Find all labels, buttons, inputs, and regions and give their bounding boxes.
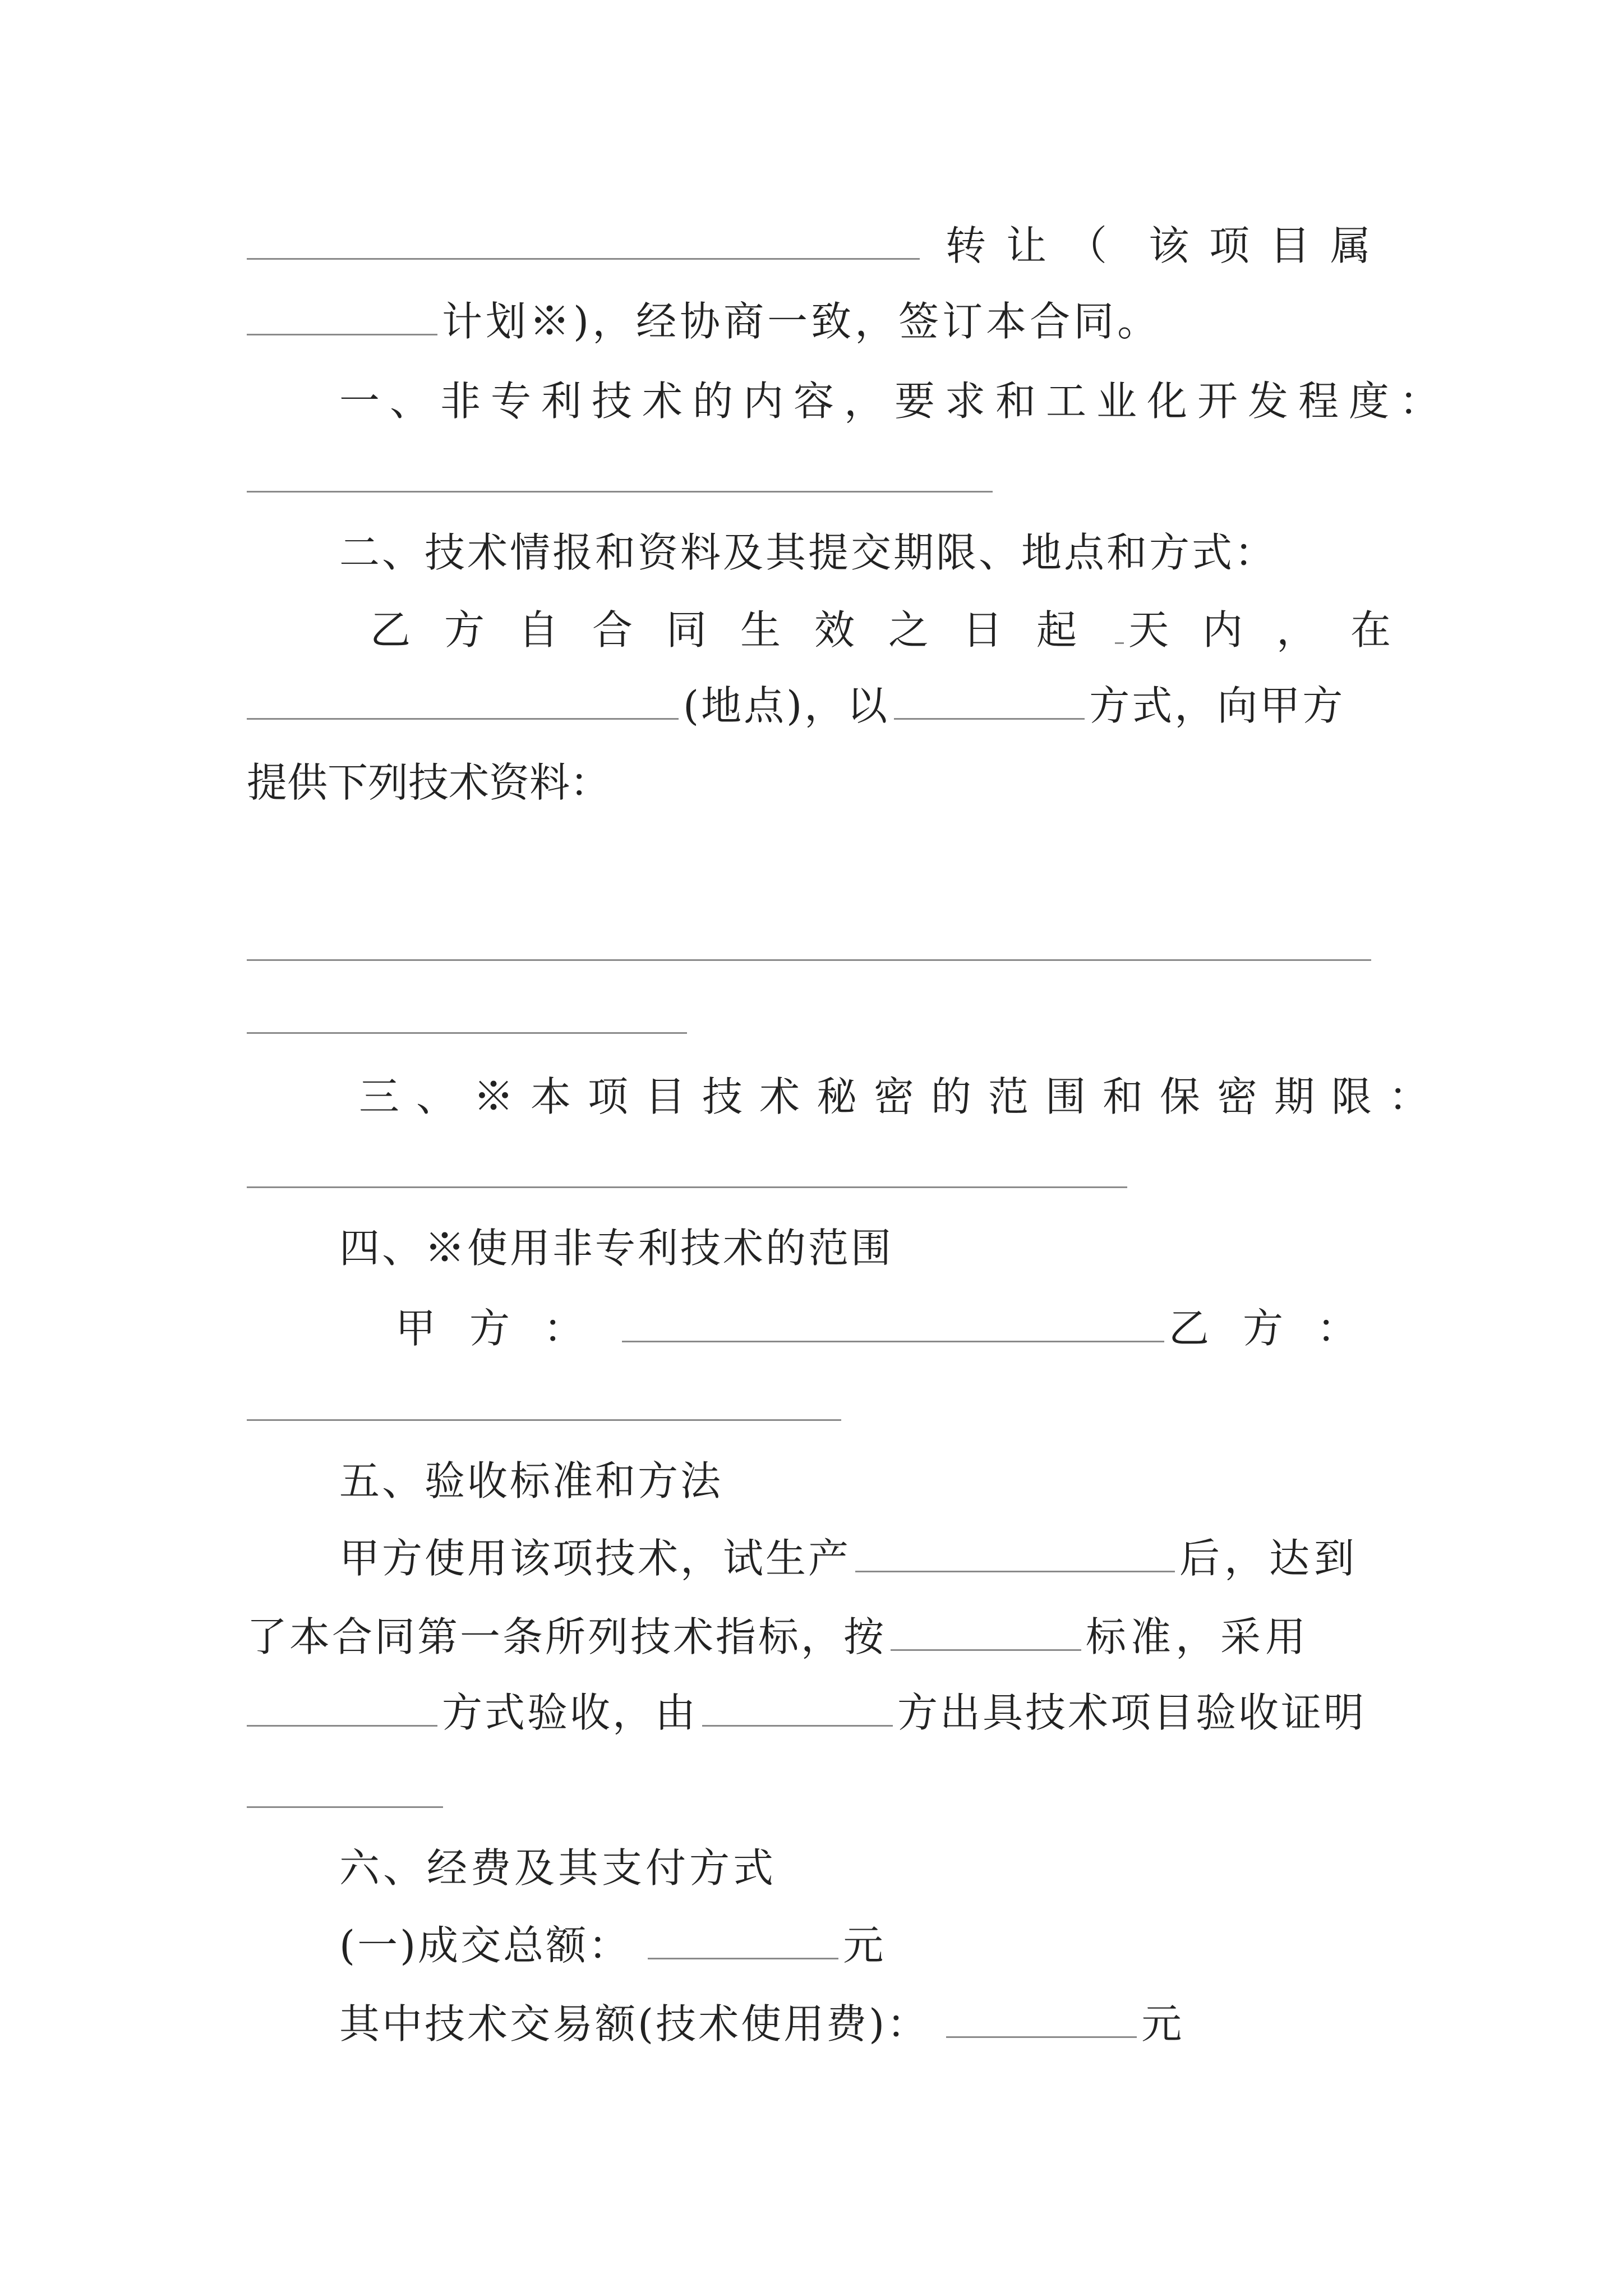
blank-days[interactable] — [1115, 597, 1124, 644]
section-5-p3-text-a: 方式验收，由 — [442, 1689, 698, 1736]
section-2-heading: 二、技术情报和资料及其提交期限、地点和方式： — [339, 529, 1278, 576]
total-amount-line — [339, 1913, 1394, 1975]
plan-line — [247, 289, 1391, 351]
project-belongs-text: 该项目属 — [1148, 222, 1391, 269]
section-5-p1-text-b: 后，达到 — [1179, 1535, 1359, 1582]
section-5-p1-text-a: 甲方使用该项技术，试生产 — [339, 1535, 851, 1582]
blank-party-a[interactable] — [622, 1296, 1164, 1342]
blank-issuing-party[interactable] — [702, 1680, 893, 1727]
blank-location[interactable] — [247, 673, 679, 720]
tech-fee-unit: 元 — [1141, 2000, 1182, 2047]
blank-transferor[interactable] — [247, 213, 920, 260]
section-2-p1-text-a: 乙方自合同生效之日起 — [370, 606, 1111, 654]
blank-section-3[interactable] — [247, 1186, 1127, 1188]
blank-certificate[interactable] — [247, 1806, 443, 1808]
section-3-heading: 三、※本项目技术秘密的范围和保密期限： — [359, 1073, 1446, 1120]
transfer-text: 转让（ — [945, 222, 1127, 269]
section-5-p2-text-a: 了本合同第一条所列技术指标，按 — [247, 1613, 887, 1660]
blank-materials-2[interactable] — [247, 1032, 687, 1034]
section-2-p2-text-b: 方式，向甲方 — [1089, 682, 1345, 729]
transfer-line — [247, 213, 1391, 275]
section-2-p2-text-a: (地点)，以 — [683, 682, 890, 729]
total-amount-label: (一)成交总额： — [339, 1922, 631, 1969]
section-5-para-3 — [247, 1680, 1391, 1742]
blank-materials-1[interactable] — [247, 959, 1371, 961]
tech-fee-line — [339, 1991, 1394, 2053]
section-2-para-3: 提供下列技术资料： — [247, 759, 611, 806]
section-5-para-2 — [247, 1604, 1391, 1666]
section-6-heading: 六、经费及其支付方式 — [339, 1844, 777, 1892]
blank-party-b[interactable] — [247, 1419, 841, 1421]
section-5-p3-text-b: 方出具技术项目验收证明 — [897, 1689, 1367, 1736]
blank-method[interactable] — [894, 673, 1085, 720]
blank-tech-fee[interactable] — [946, 1991, 1137, 2038]
section-5-p2-text-b: 标准，采用 — [1086, 1613, 1311, 1660]
section-4-parties — [395, 1296, 1391, 1358]
blank-section-1[interactable] — [247, 491, 993, 493]
section-1-heading: 一、非专利技术的内容，要求和工业化开发程度： — [339, 378, 1450, 425]
party-b-label: 乙方： — [1168, 1305, 1391, 1352]
section-2-para-1 — [370, 597, 1391, 659]
section-2-p1-text-b: 天内， — [1128, 606, 1350, 654]
blank-total-amount[interactable] — [648, 1913, 838, 1959]
plan-text: 计划※)，经协商一致，签订本合同。 — [442, 298, 1161, 345]
tech-fee-label: 其中技术交易额(技术使用费)： — [339, 2000, 930, 2047]
total-amount-unit: 元 — [843, 1922, 884, 1969]
blank-trial-production[interactable] — [855, 1526, 1175, 1572]
section-4-heading: 四、※使用非专利技术的范围 — [339, 1225, 894, 1272]
section-5-para-1 — [339, 1526, 1394, 1588]
section-5-heading: 五、验收标准和方法 — [339, 1457, 723, 1504]
party-a-label: 甲方： — [395, 1305, 618, 1352]
section-2-p1-text-c: 在 — [1350, 606, 1391, 654]
blank-standard[interactable] — [891, 1604, 1081, 1651]
section-2-para-2 — [247, 673, 1391, 735]
blank-plan[interactable] — [247, 289, 437, 335]
blank-acceptance-method[interactable] — [247, 1680, 437, 1727]
